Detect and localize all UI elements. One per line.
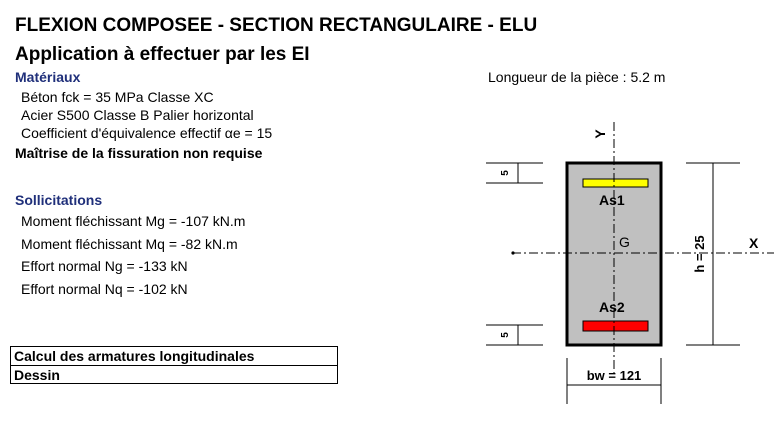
top-cover-label: 5 — [500, 170, 511, 176]
calcul-armatures-link[interactable]: Calcul des armatures longitudinales — [14, 348, 255, 364]
width-label: bw = 121 — [586, 368, 642, 383]
as1-label: As1 — [599, 192, 625, 208]
height-label: h = 25 — [692, 235, 707, 273]
as2-label: As2 — [599, 299, 625, 315]
fissuration-line: Maîtrise de la fissuration non requise — [15, 145, 263, 161]
centroid-label: G — [619, 234, 630, 250]
as2-bar — [583, 321, 648, 331]
effort-ng-line: Effort normal Ng = -133 kN — [21, 258, 188, 274]
as1-bar — [583, 179, 648, 187]
coefficient-line: Coefficient d'équivalence effectif αe = 15 — [21, 125, 273, 141]
materiaux-heading: Matériaux — [15, 69, 81, 85]
acier-line: Acier S500 Classe B Palier horizontal — [21, 107, 254, 123]
moment-mq-line: Moment fléchissant Mq = -82 kN.m — [21, 236, 238, 252]
y-axis-label: Y — [592, 129, 608, 139]
x-axis-label: X — [749, 235, 759, 251]
bottom-cover-label: 5 — [500, 332, 511, 338]
longueur-piece: Longueur de la pièce : 5.2 m — [488, 69, 666, 85]
effort-nq-line: Effort normal Nq = -102 kN — [21, 281, 188, 297]
page-title: FLEXION COMPOSEE - SECTION RECTANGULAIRE - ELU — [15, 15, 538, 36]
x-axis-origin-dot — [511, 251, 514, 254]
sollicitations-heading: Sollicitations — [15, 192, 103, 208]
moment-mg-line: Moment fléchissant Mg = -107 kN.m — [21, 213, 246, 229]
page-subtitle: Application à effectuer par les EI — [15, 44, 310, 65]
beton-line: Béton fck = 35 MPa Classe XC — [21, 89, 214, 105]
dessin-link[interactable]: Dessin — [14, 367, 60, 383]
